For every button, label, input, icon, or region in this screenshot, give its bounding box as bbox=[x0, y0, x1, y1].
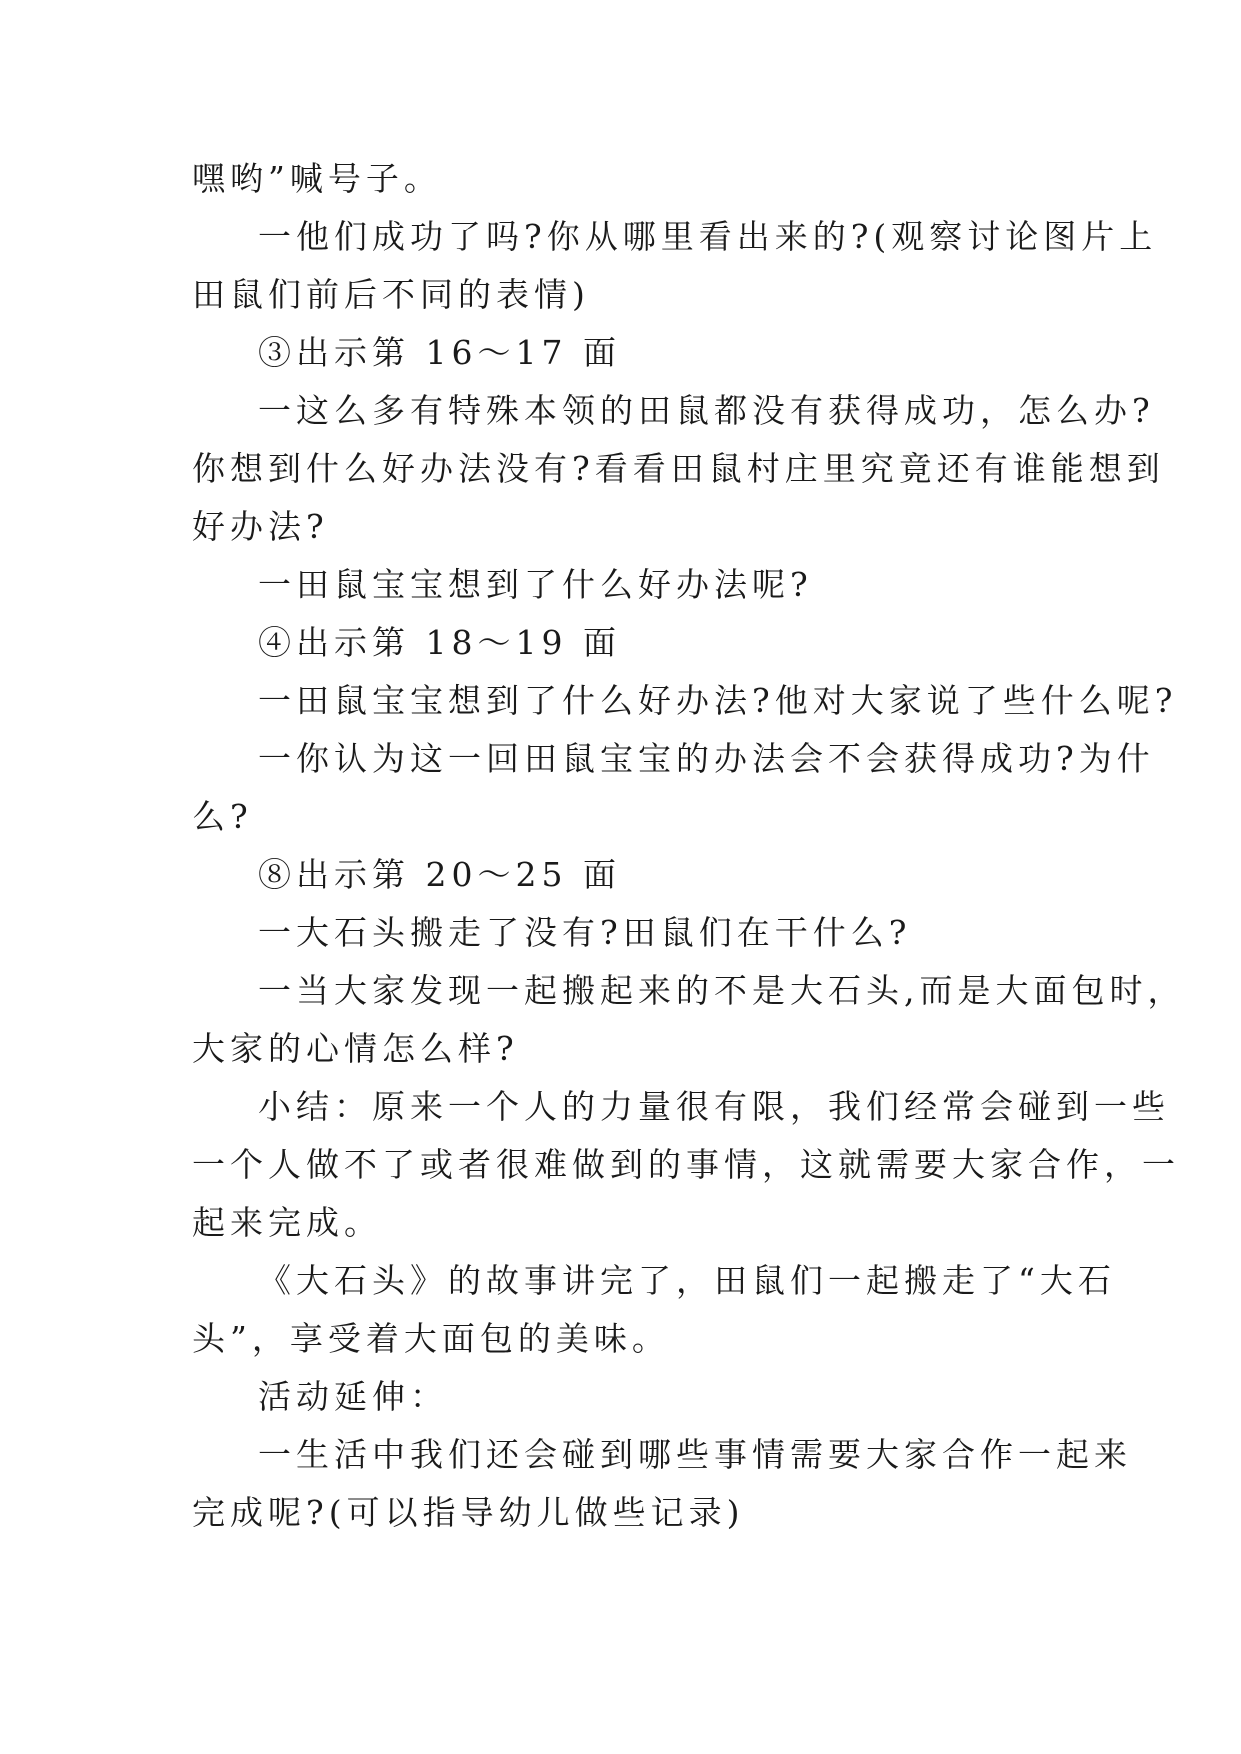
text-line: 头”，享受着大面包的美味。 bbox=[192, 1319, 670, 1358]
text-line: 一大石头搬走了没有?田鼠们在干什么? bbox=[258, 913, 912, 952]
summary-line: 小结：原来一个人的力量很有限，我们经常会碰到一些 bbox=[258, 1087, 1170, 1126]
summary-line: 起来完成。 bbox=[192, 1203, 382, 1242]
summary-line: 一个人做不了或者很难做到的事情，这就需要大家合作，一 bbox=[192, 1145, 1180, 1184]
section-heading: 活动延伸： bbox=[258, 1377, 448, 1416]
document-body bbox=[192, 150, 1186, 1542]
text-line: 大家的心情怎么样? bbox=[192, 1029, 519, 1068]
text-line: 嘿哟”喊号子。 bbox=[192, 159, 442, 198]
text-line: 么? bbox=[192, 797, 253, 836]
text-line: 一他们成功了吗?你从哪里看出来的?(观察讨论图片上 bbox=[258, 217, 1158, 256]
text-line: 一生活中我们还会碰到哪些事情需要大家合作一起来 bbox=[258, 1435, 1132, 1474]
section-heading: ④出示第 18～19 面 bbox=[258, 623, 621, 662]
text-line: 一这么多有特殊本领的田鼠都没有获得成功，怎么办? bbox=[258, 391, 1155, 430]
section-heading: ⑧出示第 20～25 面 bbox=[258, 855, 621, 894]
text-line: 《大石头》的故事讲完了，田鼠们一起搬走了“大石 bbox=[258, 1261, 1116, 1300]
text-line: 完成呢?(可以指导幼儿做些记录) bbox=[192, 1493, 745, 1532]
text-line: 你想到什么好办法没有?看看田鼠村庄里究竟还有谁能想到 bbox=[192, 449, 1165, 488]
text-line: 一你认为这一回田鼠宝宝的办法会不会获得成功?为什 bbox=[258, 739, 1155, 778]
section-heading: ③出示第 16～17 面 bbox=[258, 333, 621, 372]
text-line: 一当大家发现一起搬起来的不是大石头,而是大面包时， bbox=[258, 971, 1186, 1010]
text-line: 一田鼠宝宝想到了什么好办法呢? bbox=[258, 565, 813, 604]
text-line: 好办法? bbox=[192, 507, 329, 546]
text-line: 田鼠们前后不同的表情) bbox=[192, 275, 590, 314]
text-line: 一田鼠宝宝想到了什么好办法?他对大家说了些什么呢? bbox=[258, 681, 1178, 720]
